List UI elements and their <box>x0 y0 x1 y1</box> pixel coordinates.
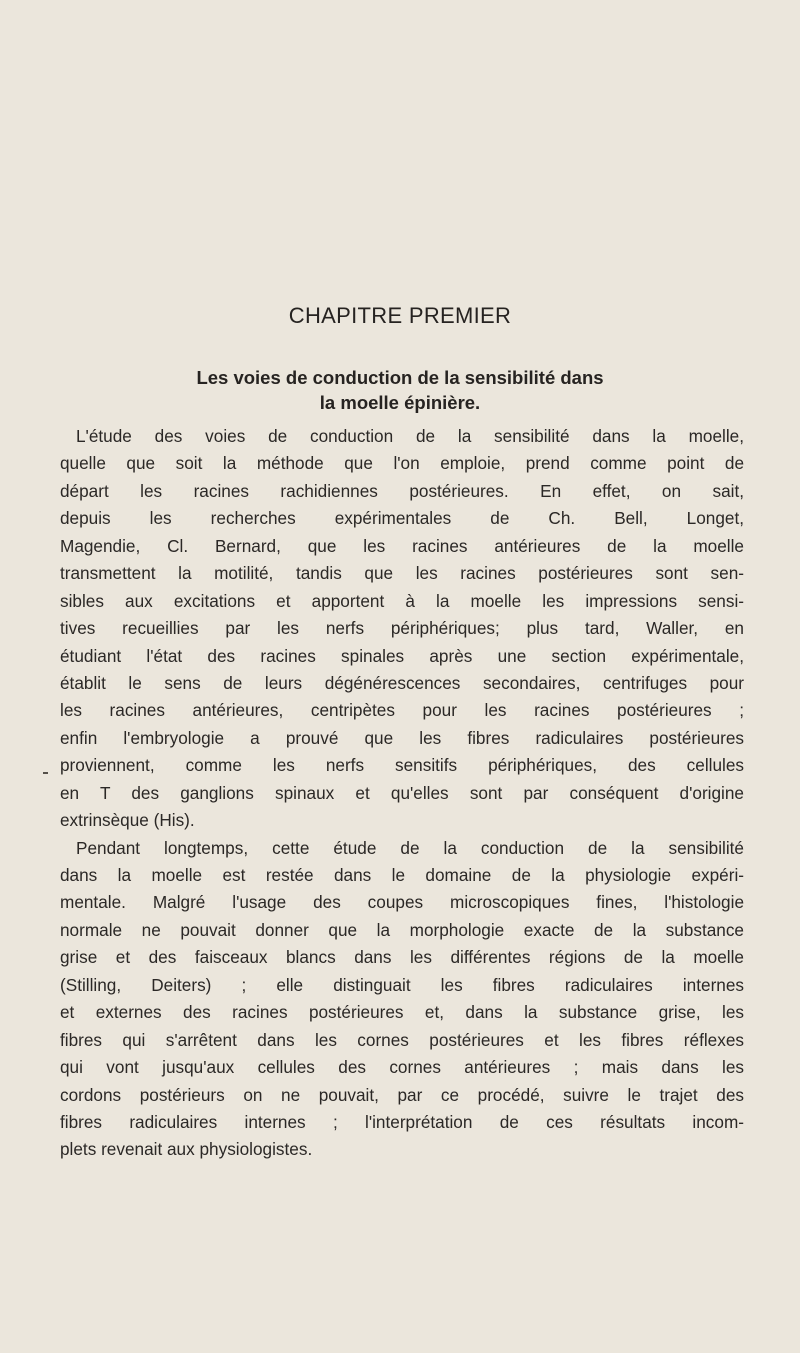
text-line: mentale. Malgré l'usage des coupes microscopiques fines, l'histologie <box>60 892 744 913</box>
chapter-title: CHAPITRE PREMIER <box>288 303 512 328</box>
section-title-line-2: la moelle épinière. <box>319 392 481 413</box>
text-line: enfin l'embryologie a prouvé que les fibres radiculaires postérieures <box>60 727 744 748</box>
text-line: tives recueillies par les nerfs périphériques; plus tard, Waller, en <box>60 618 744 639</box>
text-line: plets revenait aux physiologistes. <box>60 1139 313 1160</box>
text-line: cordons postérieurs on ne pouvait, par ce procédé, suivre le trajet des <box>60 1084 744 1105</box>
text-line: transmettent la motilité, tandis que les racines postérieures sont sen- <box>60 563 744 584</box>
text-line: établit le sens de leurs dégénérescences secondaires, centrifuges pour <box>60 672 744 693</box>
text-line: fibres radiculaires internes ; l'interprétation de ces résultats incom- <box>60 1111 744 1132</box>
text-line: fibres qui s'arrêtent dans les cornes postérieures et les fibres réflexes <box>60 1029 744 1050</box>
text-line: depuis les recherches expérimentales de Ch. Bell, Longet, <box>60 508 744 529</box>
text-line: Magendie, Cl. Bernard, que les racines antérieures de la moelle <box>60 535 744 556</box>
text-line: dans la moelle est restée dans le domaine de la physiologie expéri- <box>60 865 744 885</box>
text-line: en T des ganglions spinaux et qu'elles sont par conséquent d'origine <box>60 782 744 803</box>
text-line: sibles aux excitations et apportent à la moelle les impressions sensi- <box>60 590 744 611</box>
text-line: grise et des faisceaux blancs dans les différentes régions de la moelle <box>60 947 744 968</box>
text-line: proviennent, comme les nerfs sensitifs périphériques, des cellules <box>60 755 744 776</box>
section-title <box>0 365 800 415</box>
text-line: quelle que soit la méthode que l'on emploie, prend comme point de <box>60 453 744 474</box>
text-line: extrinsèque (His). <box>60 810 195 831</box>
text-line: L'étude des voies de conduction de la sensibilité dans la moelle, <box>76 426 744 446</box>
text-line: Pendant longtemps, cette étude de la conduction de la sensibilité <box>76 837 744 858</box>
text-line: départ les racines rachidiennes postérieures. En effet, on sait, <box>60 480 744 501</box>
text-line: normale ne pouvait donner que la morphologie exacte de la substance <box>60 919 744 940</box>
text-line: et externes des racines postérieures et, dans la substance grise, les <box>60 1002 744 1023</box>
text-line: (Stilling, Deiters) ; elle distinguait les fibres radiculaires internes <box>60 974 744 995</box>
section-title-line-1: Les voies de conduction de la sensibilité dans <box>196 367 604 388</box>
margin-mark <box>43 772 48 774</box>
body-text <box>60 423 744 1164</box>
text-line: étudiant l'état des racines spinales après une section expérimentale, <box>60 645 744 666</box>
text-line: les racines antérieures, centripètes pour les racines postérieures ; <box>60 700 744 721</box>
text-line: qui vont jusqu'aux cellules des cornes antérieures ; mais dans les <box>60 1057 744 1078</box>
